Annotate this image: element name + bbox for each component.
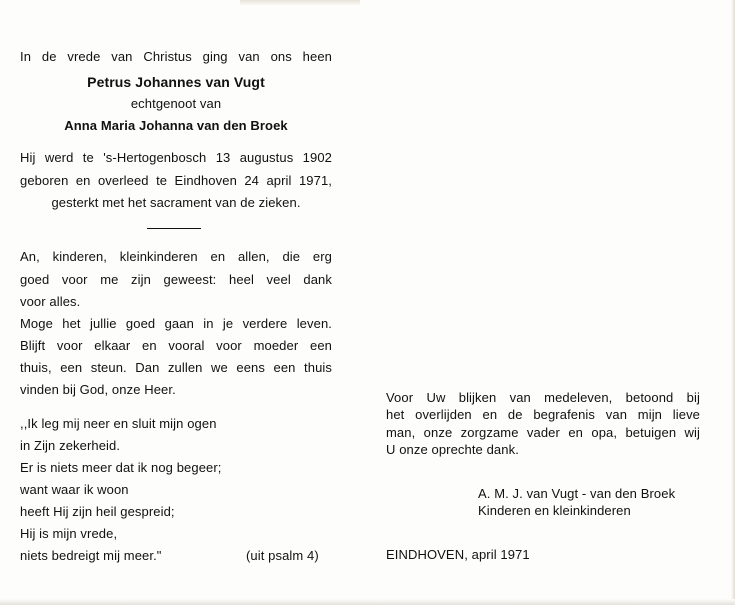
- psalm-line: in Zijn zekerheid.: [20, 438, 121, 453]
- bio-line: Hij werd te 's-Hertogenbosch 13 augustus 1902: [20, 150, 332, 165]
- divider: [147, 228, 201, 229]
- psalm-reference: (uit psalm 4): [246, 548, 319, 563]
- message-line: goed voor me zijn geweest: heel veel dank: [20, 272, 332, 287]
- thanks-line: Voor Uw blijken van medeleven, betoond bij: [386, 390, 700, 405]
- thanks-line: U onze oprechte dank.: [386, 442, 519, 457]
- thanks-line: het overlijden en de begrafenis van mijn lieve: [386, 407, 700, 422]
- spouse-name: Anna Maria Johanna van den Broek: [64, 118, 288, 133]
- bio-line: geboren en overleed te Eindhoven 24 april 1971,: [20, 173, 332, 188]
- thanks-line: man, onze zorgzame vader en opa, betuigen wij: [386, 425, 700, 440]
- message-line: An, kinderen, kleinkinderen en allen, die erg: [20, 249, 332, 264]
- paper-edge-right: [731, 0, 735, 605]
- psalm-line: niets bedreigt mij meer.": [20, 548, 162, 563]
- message-line: thuis, een steun. Dan zullen we eens een thuis: [20, 360, 332, 375]
- message-line: voor alles.: [20, 294, 81, 309]
- psalm-line: want waar ik woon: [20, 482, 129, 497]
- message-line: Blijft voor elkaar en vooral voor moeder een: [20, 338, 332, 353]
- psalm-line: heeft Hij zijn heil gespreid;: [20, 504, 175, 519]
- message-line: vinden bij God, onze Heer.: [20, 382, 176, 397]
- paper-edge-top: [240, 0, 360, 6]
- psalm-line: Er is niets meer dat ik nog begeer;: [20, 460, 222, 475]
- psalm-line: Hij is mijn vrede,: [20, 526, 118, 541]
- psalm-line: ,,Ik leg mij neer en sluit mijn ogen: [20, 416, 217, 431]
- signature-line: A. M. J. van Vugt - van den Broek: [478, 486, 676, 501]
- bio-line: gesterkt met het sacrament van de zieken.: [51, 195, 301, 210]
- spouse-label: echtgenoot van: [130, 96, 222, 111]
- intro-line: In de vrede van Christus ging van ons heen: [20, 49, 332, 64]
- place-date: EINDHOVEN, april 1971: [386, 547, 530, 562]
- deceased-name: Petrus Johannes van Vugt: [87, 74, 265, 90]
- paper-edge-bottom: [0, 599, 735, 605]
- message-line: Moge het jullie goed gaan in je verdere leven.: [20, 316, 332, 331]
- signature-line: Kinderen en kleinkinderen: [478, 503, 631, 518]
